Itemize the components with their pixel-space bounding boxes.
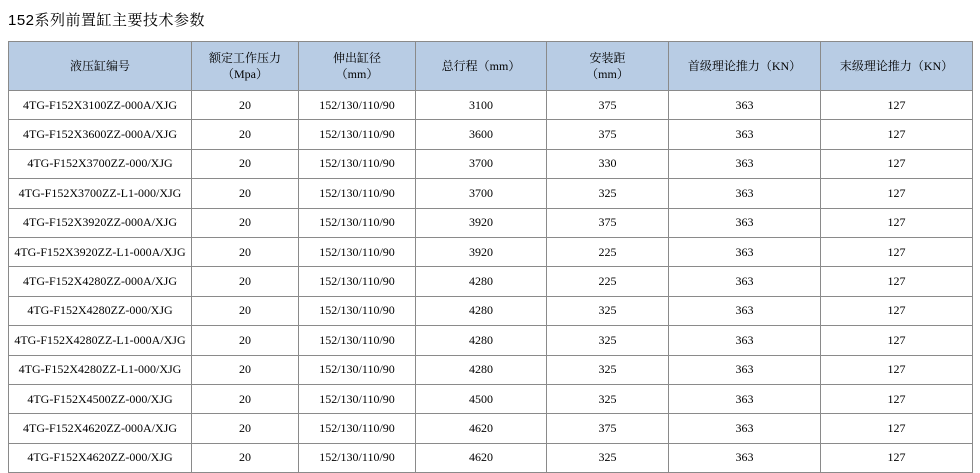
cell-final-stage-thrust: 127 (821, 414, 973, 443)
cell-total-stroke: 3600 (416, 120, 547, 149)
table-row (9, 179, 973, 208)
table-row (9, 208, 973, 237)
table-row (9, 414, 973, 443)
cell-first-stage-thrust: 363 (669, 296, 821, 325)
table-row (9, 267, 973, 296)
cell-mounting-distance: 330 (547, 149, 669, 178)
cell-bore: 152/130/110/90 (299, 237, 416, 266)
column-header-model (9, 42, 192, 91)
table-row (9, 149, 973, 178)
column-header-mounting-distance (547, 42, 669, 91)
cell-mounting-distance: 375 (547, 414, 669, 443)
cell-first-stage-thrust: 363 (669, 237, 821, 266)
table-header (9, 42, 973, 91)
cell-final-stage-thrust: 127 (821, 149, 973, 178)
table-row (9, 443, 973, 472)
cell-model: 4TG-F152X3920ZZ-L1-000A/XJG (9, 237, 192, 266)
column-header-first-stage-thrust-line-1: 首级理论推力（KN） (687, 58, 802, 73)
cell-rated-pressure: 20 (192, 208, 299, 237)
cell-mounting-distance: 375 (547, 208, 669, 237)
cell-total-stroke: 4280 (416, 326, 547, 355)
cell-mounting-distance: 325 (547, 179, 669, 208)
cell-first-stage-thrust: 363 (669, 208, 821, 237)
cell-rated-pressure: 20 (192, 355, 299, 384)
cell-model: 4TG-F152X3700ZZ-000/XJG (9, 149, 192, 178)
table-row (9, 237, 973, 266)
column-header-mounting-distance-line-1: 安装距 (589, 50, 626, 65)
cell-first-stage-thrust: 363 (669, 149, 821, 178)
cell-total-stroke: 4500 (416, 384, 547, 413)
cell-total-stroke: 3920 (416, 237, 547, 266)
cell-bore: 152/130/110/90 (299, 414, 416, 443)
cell-mounting-distance: 325 (547, 296, 669, 325)
cell-rated-pressure: 20 (192, 384, 299, 413)
column-header-final-stage-thrust-line-1: 末级理论推力（KN） (839, 58, 954, 73)
cell-final-stage-thrust: 127 (821, 91, 973, 120)
cell-mounting-distance: 375 (547, 120, 669, 149)
cell-final-stage-thrust: 127 (821, 296, 973, 325)
table-row (9, 296, 973, 325)
cell-bore: 152/130/110/90 (299, 91, 416, 120)
cell-rated-pressure: 20 (192, 237, 299, 266)
cell-first-stage-thrust: 363 (669, 267, 821, 296)
cell-model: 4TG-F152X3600ZZ-000A/XJG (9, 120, 192, 149)
column-header-bore-line-1: 伸出缸径 (332, 50, 381, 65)
column-header-first-stage-thrust (669, 42, 821, 91)
cell-mounting-distance: 225 (547, 267, 669, 296)
cell-bore: 152/130/110/90 (299, 208, 416, 237)
cell-mounting-distance: 325 (547, 326, 669, 355)
table-row (9, 326, 973, 355)
cell-first-stage-thrust: 363 (669, 414, 821, 443)
cell-total-stroke: 3100 (416, 91, 547, 120)
column-header-bore-line-2: （mm） (335, 67, 379, 81)
cell-final-stage-thrust: 127 (821, 267, 973, 296)
cell-first-stage-thrust: 363 (669, 355, 821, 384)
cell-total-stroke: 4280 (416, 267, 547, 296)
cell-bore: 152/130/110/90 (299, 267, 416, 296)
cell-final-stage-thrust: 127 (821, 237, 973, 266)
cell-first-stage-thrust: 363 (669, 326, 821, 355)
column-header-bore (299, 42, 416, 91)
cell-model: 4TG-F152X3100ZZ-000A/XJG (9, 91, 192, 120)
table-row (9, 355, 973, 384)
cell-model: 4TG-F152X4620ZZ-000/XJG (9, 443, 192, 472)
cell-model: 4TG-F152X4500ZZ-000/XJG (9, 384, 192, 413)
cell-final-stage-thrust: 127 (821, 384, 973, 413)
cell-final-stage-thrust: 127 (821, 208, 973, 237)
column-header-model-line-1: 液压缸编号 (69, 58, 130, 73)
cell-model: 4TG-F152X3700ZZ-L1-000/XJG (9, 179, 192, 208)
cell-model: 4TG-F152X4280ZZ-L1-000/XJG (9, 355, 192, 384)
cell-rated-pressure: 20 (192, 267, 299, 296)
cell-total-stroke: 3920 (416, 208, 547, 237)
cell-first-stage-thrust: 363 (669, 179, 821, 208)
cell-bore: 152/130/110/90 (299, 149, 416, 178)
cell-final-stage-thrust: 127 (821, 179, 973, 208)
table-body (9, 91, 973, 473)
cell-total-stroke: 3700 (416, 149, 547, 178)
cell-total-stroke: 4280 (416, 296, 547, 325)
cell-mounting-distance: 225 (547, 237, 669, 266)
table-row (9, 120, 973, 149)
cell-bore: 152/130/110/90 (299, 326, 416, 355)
cell-model: 4TG-F152X4280ZZ-L1-000A/XJG (9, 326, 192, 355)
cell-total-stroke: 4280 (416, 355, 547, 384)
cell-bore: 152/130/110/90 (299, 179, 416, 208)
page-title: 152系列前置缸主要技术参数 (8, 12, 206, 29)
cell-total-stroke: 4620 (416, 414, 547, 443)
table-header-row (9, 42, 973, 91)
cell-rated-pressure: 20 (192, 179, 299, 208)
cell-rated-pressure: 20 (192, 149, 299, 178)
cell-bore: 152/130/110/90 (299, 120, 416, 149)
cell-model: 4TG-F152X3920ZZ-000A/XJG (9, 208, 192, 237)
column-header-rated-pressure-line-1: 额定工作压力 (208, 50, 281, 65)
table-row (9, 384, 973, 413)
cell-rated-pressure: 20 (192, 443, 299, 472)
cell-bore: 152/130/110/90 (299, 443, 416, 472)
table-row (9, 91, 973, 120)
cell-model: 4TG-F152X4280ZZ-000/XJG (9, 296, 192, 325)
cell-first-stage-thrust: 363 (669, 384, 821, 413)
cell-total-stroke: 4620 (416, 443, 547, 472)
column-header-total-stroke-line-1: 总行程（mm） (441, 58, 521, 73)
cell-rated-pressure: 20 (192, 414, 299, 443)
cell-mounting-distance: 325 (547, 384, 669, 413)
cell-total-stroke: 3700 (416, 179, 547, 208)
cell-mounting-distance: 325 (547, 443, 669, 472)
column-header-mounting-distance-line-2: （mm） (586, 67, 629, 81)
cell-rated-pressure: 20 (192, 296, 299, 325)
cell-first-stage-thrust: 363 (669, 443, 821, 472)
column-header-final-stage-thrust (821, 42, 973, 91)
cell-final-stage-thrust: 127 (821, 120, 973, 149)
cell-bore: 152/130/110/90 (299, 355, 416, 384)
cell-mounting-distance: 375 (547, 91, 669, 120)
cell-rated-pressure: 20 (192, 91, 299, 120)
cell-model: 4TG-F152X4280ZZ-000A/XJG (9, 267, 192, 296)
cell-bore: 152/130/110/90 (299, 384, 416, 413)
cell-first-stage-thrust: 363 (669, 91, 821, 120)
cell-model: 4TG-F152X4620ZZ-000A/XJG (9, 414, 192, 443)
column-header-rated-pressure (192, 42, 299, 91)
column-header-rated-pressure-line-2: （Mpa） (222, 67, 268, 81)
cell-rated-pressure: 20 (192, 120, 299, 149)
cell-final-stage-thrust: 127 (821, 326, 973, 355)
column-header-total-stroke (416, 42, 547, 91)
cell-mounting-distance: 325 (547, 355, 669, 384)
cell-bore: 152/130/110/90 (299, 296, 416, 325)
cell-first-stage-thrust: 363 (669, 120, 821, 149)
cell-final-stage-thrust: 127 (821, 355, 973, 384)
cell-rated-pressure: 20 (192, 326, 299, 355)
specification-table (8, 41, 973, 473)
cell-final-stage-thrust: 127 (821, 443, 973, 472)
